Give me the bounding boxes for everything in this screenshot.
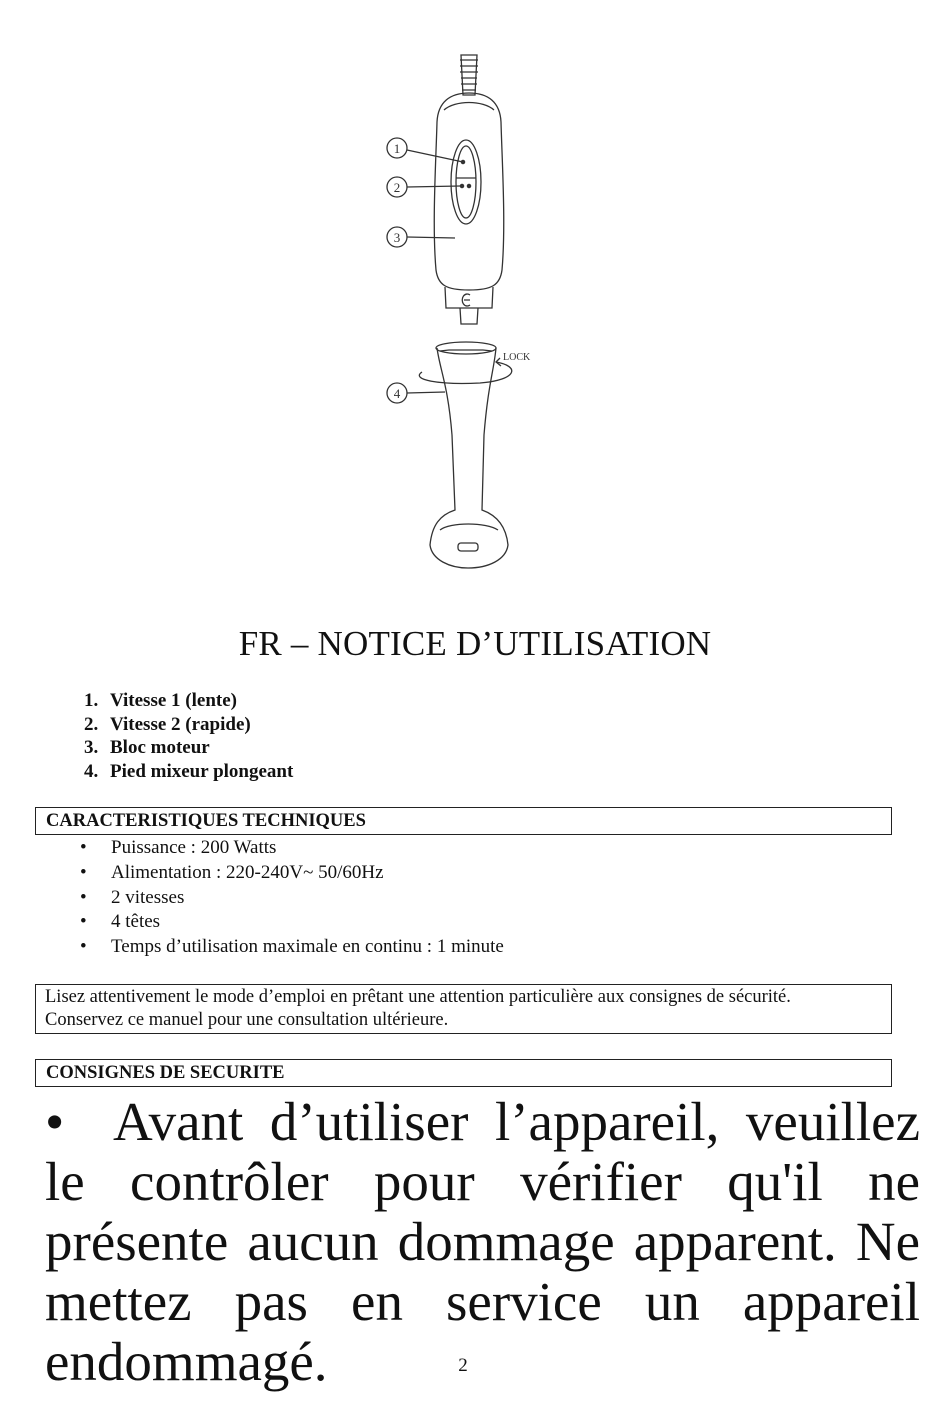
technical-specs-header: CARACTERISTIQUES TECHNIQUES [35, 807, 892, 835]
safety-instruction-text: Avant d’utiliser l’appareil, veuillez le contrôler pour vérifier qu'il ne présente aucun dommage apparent. Ne mettez pas en service un appareil endommagé. [45, 1091, 920, 1392]
read-manual-notice [35, 984, 892, 1034]
part-label: Vitesse 2 (rapide) [110, 713, 251, 735]
speed-2-dot [460, 184, 463, 187]
spec-item: • 2 vitesses [80, 886, 185, 908]
bullet-icon: • [45, 1091, 65, 1152]
motor-body-outline [434, 93, 503, 290]
callout-2 [387, 177, 460, 197]
technical-specs-list [80, 836, 504, 960]
callout-4 [387, 383, 445, 403]
spec-item: • Temps d’utilisation maximale en continu : 1 minute [80, 936, 504, 958]
lock-rotation-arrow [419, 362, 511, 383]
parts-list-item: 3. Bloc moteur [84, 737, 210, 758]
page-title: FR – NOTICE D’UTILISATION [238, 624, 712, 663]
spec-item: • 4 têtes [80, 911, 161, 933]
callout-3 [387, 227, 455, 247]
parts-list-item: 2. Vitesse 2 (rapide) [84, 713, 251, 735]
callout-1 [387, 138, 463, 162]
parts-list [84, 689, 293, 783]
page-number: 2 [458, 1355, 468, 1376]
lock-label: LOCK [503, 352, 531, 363]
part-label: Pied mixeur plongeant [110, 760, 294, 782]
spec-item: • Puissance : 200 Watts [80, 837, 277, 858]
notice-line-1: Lisez attentivement le mode d’emploi en prêtant une attention particulière aux consignes de sécurité. [45, 987, 791, 1007]
part-label: Vitesse 1 (lente) [110, 690, 237, 711]
hand-blender-diagram [370, 40, 570, 585]
safety-instruction-paragraph [45, 1092, 920, 1392]
ce-mark [462, 294, 470, 306]
svg-text:1: 1 [393, 141, 401, 156]
parts-list-item: 4. Pied mixeur plongeant [84, 760, 294, 782]
svg-text:3: 3 [393, 230, 401, 245]
hand-blender-illustration [370, 40, 570, 585]
power-cord [460, 55, 478, 95]
svg-text:2: 2 [393, 180, 401, 195]
safety-instructions-header: CONSIGNES DE SECURITE [35, 1059, 892, 1087]
notice-line-2: Conservez ce manuel pour une consultation ultérieure. [45, 1010, 449, 1030]
spec-item: • Alimentation : 220-240V~ 50/60Hz [80, 861, 384, 883]
svg-text:4: 4 [393, 386, 401, 401]
part-label: Bloc moteur [110, 737, 210, 758]
parts-list-item: 1. Vitesse 1 (lente) [84, 690, 237, 711]
